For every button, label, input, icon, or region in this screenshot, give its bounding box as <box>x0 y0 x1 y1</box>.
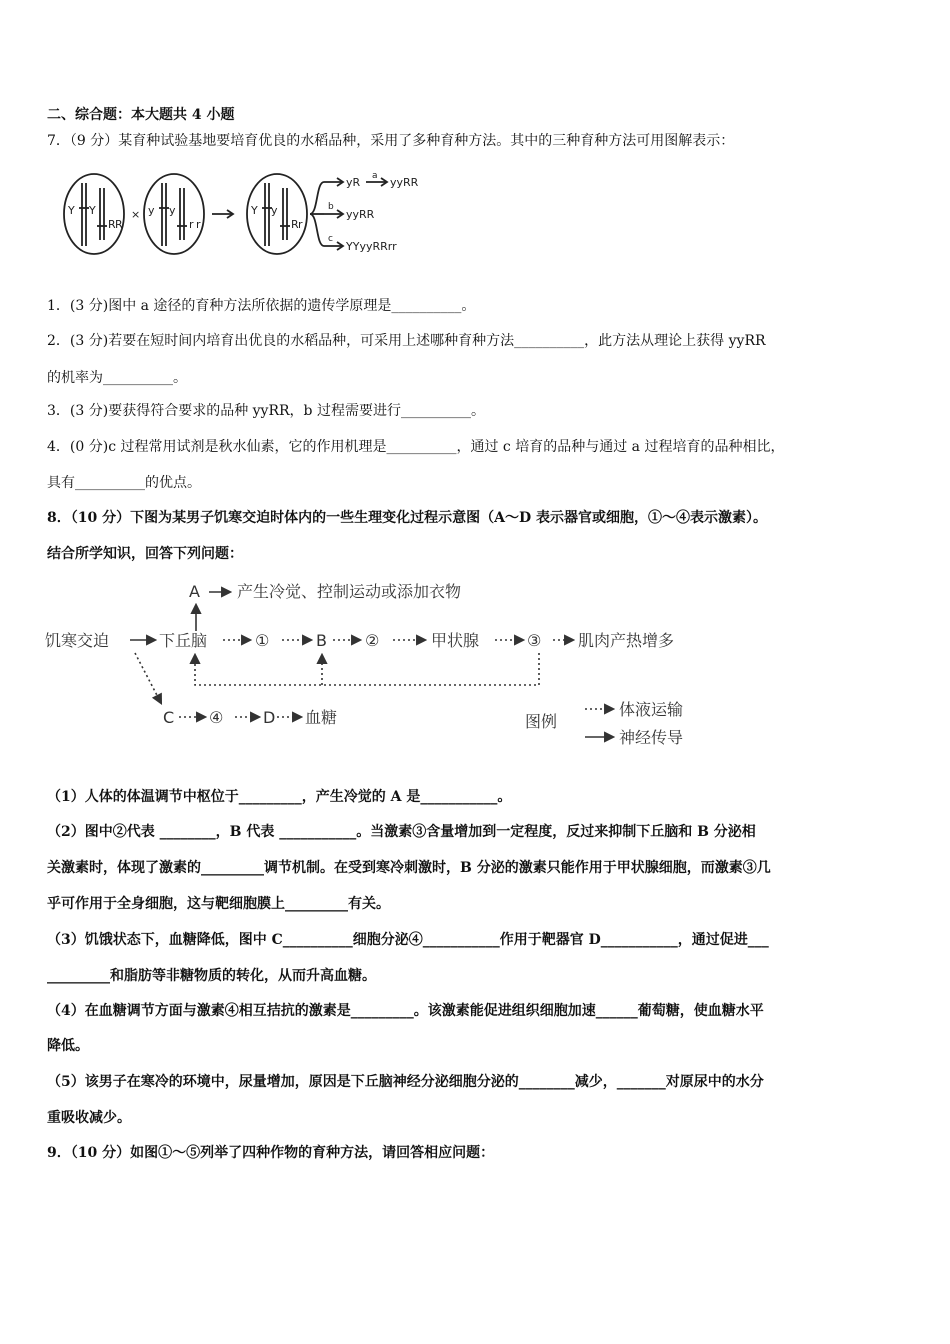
q7-sub4-line1: 4．(0 分)c 过程常用试剂是秋水仙素，它的作用机理是__________，通过 c 培育的品种与通过 a 过程培育的品种相比， <box>47 439 785 455</box>
q8-sub5-line1: （5）该男子在寒冷的环境中，尿量增加，原因是下丘脑神经分泌细胞分泌的________减少，_______对原尿中的水分 <box>47 1074 764 1090</box>
q8-sub3-line1: （3）饥饿状态下，血糖降低，图中 C__________细胞分泌④___________作用于靶器官 D___________，通过促进___ <box>47 932 769 948</box>
q8-sub1: （1）人体的体温调节中枢位于_________，产生冷觉的 A 是___________。 <box>47 789 512 805</box>
branch-b-end: yyRR <box>346 208 375 221</box>
legend-title: 图例 <box>525 712 558 731</box>
p1-allele-2: Y <box>89 204 96 217</box>
q8-sub4-line2: 降低。 <box>47 1038 89 1054</box>
hypothalamus-text: 下丘脑 <box>159 631 208 650</box>
q7-intro: 7．（9 分）某育种试验基地要培育优良的水稻品种，采用了多种育种方法。其中的三种育种方法可用图解表示： <box>47 133 735 149</box>
q7-sub2-line1: 2．(3 分)若要在短时间内培育出优良的水稻品种，可采用上述哪种育种方法__________，此方法从理论上获得 yyRR <box>47 333 766 349</box>
hormone-4: ④ <box>209 708 224 727</box>
p2-allele-3: r <box>189 218 194 231</box>
legend-fluid: 体液运输 <box>619 700 684 719</box>
q8-sub4-line1: （4）在血糖调节方面与激素④相互拮抗的激素是_________。该激素能促进组织细胞加速______葡萄糖，使血糖水平 <box>47 1003 764 1019</box>
hormone-3: ③ <box>527 631 542 650</box>
branch-a-mid: yR <box>346 176 361 189</box>
q8-intro-line1: 8．（10 分）下图为某男子饥寒交迫时体内的一些生理变化过程示意图（A～D 表示器官或细胞，①～④表示激素）。 <box>47 510 767 526</box>
node-d: D <box>263 708 276 727</box>
q7-sub1: 1．(3 分)图中 a 途径的育种方法所依据的遗传学原理是__________。 <box>47 298 476 314</box>
branch-b-label: b <box>328 202 334 212</box>
blood-sugar-text: 血糖 <box>305 708 338 727</box>
branch-a-end: yyRR <box>390 176 419 189</box>
thyroid-text: 甲状腺 <box>431 631 480 650</box>
muscle-text: 肌肉产热增多 <box>578 631 675 650</box>
node-a: A <box>189 582 200 601</box>
f1-allele-4: r <box>298 218 303 231</box>
f1-allele-1: Y <box>251 204 258 217</box>
p2-allele-4: r <box>196 218 201 231</box>
q8-sub2-line3: 乎可作用于全身细胞，这与靶细胞膜上_________有关。 <box>47 896 390 912</box>
p1-allele-4: R <box>115 218 123 231</box>
q8-sub2-line1: （2）图中②代表 ________，B 代表 ___________。当激素③含量增加到一定程度，反过来抑制下丘脑和 B 分泌相 <box>47 824 756 840</box>
start-text: 饥寒交迫 <box>45 631 110 650</box>
branch-c-label: c <box>328 234 333 244</box>
p1-allele-3: R <box>108 218 116 231</box>
f1-allele-3: R <box>291 218 299 231</box>
q7-breeding-diagram <box>60 168 420 260</box>
hormone-2: ② <box>365 631 380 650</box>
legend-nerve: 神经传导 <box>619 728 684 747</box>
q8-sub2-line2: 关激素时，体现了激素的_________调节机制。在受到寒冷刺激时，B 分泌的激素只能作用于甲状腺细胞，而激素③几 <box>47 860 771 876</box>
branch-c-end: YYyyRRrr <box>346 240 397 253</box>
p1-allele-1: Y <box>68 204 75 217</box>
node-b: B <box>316 631 327 650</box>
f1-allele-2: y <box>271 204 278 217</box>
p2-allele-1: y <box>148 204 155 217</box>
q9-intro: 9．（10 分）如图①～⑤列举了四种作物的育种方法，请回答相应问题： <box>47 1145 495 1161</box>
hormone-1: ① <box>255 631 270 650</box>
p2-allele-2: y <box>169 204 176 217</box>
node-c: C <box>163 708 175 727</box>
branch-a-label: a <box>372 171 378 181</box>
q8-regulation-diagram <box>45 575 715 755</box>
q7-sub3: 3．(3 分)要获得符合要求的品种 yyRR，b 过程需要进行__________。 <box>47 403 485 419</box>
section-heading: 二、综合题：本大题共 4 小题 <box>47 107 235 123</box>
cross-symbol: × <box>131 208 141 221</box>
q8-sub5-line2: 重吸收减少。 <box>47 1110 131 1126</box>
q7-sub2-line2: 的机率为__________。 <box>47 370 187 386</box>
a-effect-text: 产生冷觉、控制运动或添加衣物 <box>237 582 462 601</box>
q7-sub4-line2: 具有__________的优点。 <box>47 475 201 491</box>
q8-intro-line2: 结合所学知识，回答下列问题： <box>47 546 243 562</box>
q8-sub3-line2: _________和脂肪等非糖物质的转化，从而升高血糖。 <box>47 968 376 984</box>
